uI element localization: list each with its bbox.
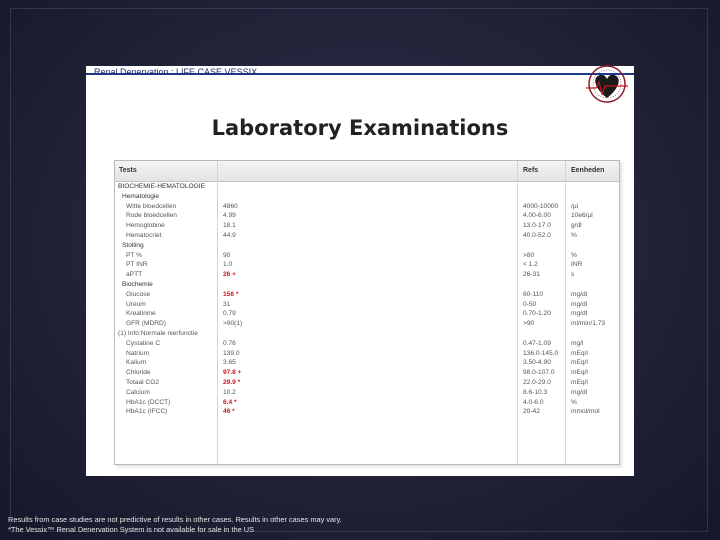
reference-range: 13.0-17.0	[523, 222, 551, 230]
unit: %	[571, 231, 577, 239]
test-value: 1.0	[223, 261, 233, 269]
unit: mEq/l	[571, 359, 588, 367]
table-row	[115, 251, 619, 261]
table-row	[115, 319, 619, 329]
table-row	[115, 309, 619, 319]
reference-range: < 1.2	[523, 261, 538, 269]
slide-panel	[86, 66, 634, 476]
test-value: 4.99	[223, 212, 236, 220]
unit: mEq/l	[571, 349, 588, 357]
table-row	[115, 368, 619, 378]
unit: mg/dl	[571, 310, 588, 318]
unit: s	[571, 271, 575, 279]
table-row	[115, 260, 619, 270]
unit: 10e6/µl	[571, 212, 593, 220]
table-body	[115, 182, 619, 417]
test-value: 31	[223, 300, 231, 308]
test-value: 139.0	[223, 349, 240, 357]
test-value: 26 +	[223, 271, 237, 279]
unit: mEq/l	[571, 369, 588, 377]
unit: mg/l	[571, 339, 584, 347]
test-name: Hemoglobine	[126, 222, 165, 230]
reference-range: 0.70-1.20	[523, 310, 551, 318]
test-value: 90	[223, 251, 231, 259]
reference-range: 0-50	[523, 300, 537, 308]
reference-range: 8.6-10.3	[523, 388, 548, 396]
reference-range: 0.47-1.09	[523, 339, 551, 347]
table-row	[115, 358, 619, 368]
section-header	[115, 280, 619, 290]
test-name: Kreatinine	[126, 310, 156, 318]
test-value: 97.8 +	[223, 369, 242, 377]
reference-range: >80	[523, 251, 535, 259]
disclaimer-line-1: Results from case studies are not predictive of results in other cases. Results in other cases may vary.	[8, 515, 342, 524]
table-row	[115, 388, 619, 398]
lab-results-table	[114, 160, 620, 465]
reference-range: >90	[523, 320, 535, 328]
test-name: Rode bloedcellen	[126, 212, 177, 220]
test-value: 18.1	[223, 222, 236, 230]
test-name: GFR (MDRD)	[126, 320, 166, 328]
table-row	[115, 221, 619, 231]
test-name: PT %	[126, 251, 143, 259]
section-header	[115, 192, 619, 202]
test-value: 0.76	[223, 339, 236, 347]
test-name: Witte bloedcellen	[126, 202, 177, 210]
test-value: 46 *	[223, 408, 235, 416]
reference-range: 60-110	[523, 290, 544, 298]
header-title: Renal Denervation : LIFE CASE VESSIX	[94, 67, 258, 77]
table-row	[115, 270, 619, 280]
table-row	[115, 300, 619, 310]
unit: /µl	[571, 202, 579, 210]
test-value: >90(1)	[223, 320, 243, 328]
unit: %	[571, 398, 577, 406]
unit: mg/dl	[571, 290, 588, 298]
test-value: 10.2	[223, 388, 236, 396]
test-name: Biochemie	[122, 280, 153, 288]
table-row	[115, 231, 619, 241]
reference-range: 98.0-107.0	[523, 369, 555, 377]
test-value: 156 *	[223, 290, 239, 298]
table-row	[115, 349, 619, 359]
section-header	[115, 182, 619, 192]
table-row	[115, 290, 619, 300]
slide-title: Laboratory Examinations	[211, 116, 509, 140]
test-value: 3.65	[223, 359, 236, 367]
info-note	[115, 329, 619, 339]
reference-range: 3.50-4.90	[523, 359, 551, 367]
unit: mmol/mol	[571, 408, 600, 416]
reference-range: 4000-10000	[523, 202, 559, 210]
test-name: aPTT	[126, 271, 143, 279]
reference-range: 4.0-6.0	[523, 398, 544, 406]
test-value: 44.9	[223, 231, 236, 239]
test-value: 4860	[223, 202, 238, 210]
unit: ml/min/1.73	[571, 320, 606, 328]
test-name: Natrium	[126, 349, 150, 357]
column-header-tests: Tests	[119, 167, 137, 174]
unit: g/dl	[571, 222, 582, 230]
reference-range: 26-31	[523, 271, 540, 279]
test-name: HbA1c (IFCC)	[126, 408, 168, 416]
test-name: Hematocriet	[126, 231, 162, 239]
table-row	[115, 407, 619, 417]
column-header-refs: Refs	[523, 167, 539, 174]
table-header	[115, 161, 619, 182]
reference-range: 22.0-29.0	[523, 378, 551, 386]
test-value: 6.4 *	[223, 398, 237, 406]
test-name: Cystatine C	[126, 339, 161, 347]
unit: mEq/l	[571, 378, 588, 386]
test-value: 29.9 *	[223, 378, 241, 386]
table-row	[115, 398, 619, 408]
unit: INR	[571, 261, 583, 269]
unit: mg/dl	[571, 300, 588, 308]
reference-range: 40.0-52.0	[523, 231, 551, 239]
unit: mg/dl	[571, 388, 588, 396]
test-name: BIOCHEMIE-HEMATOLOGIE	[118, 183, 205, 190]
test-name: (1) Info:Normale nierfunctie	[118, 329, 198, 337]
disclaimer-line-2: *The Vessix™ Renal Denervation System is not available for sale in the US	[8, 525, 255, 534]
test-name: Calcium	[126, 388, 150, 396]
test-name: Stolling	[122, 241, 144, 249]
section-header	[115, 241, 619, 251]
test-name: Chloride	[126, 369, 151, 377]
test-name: PT INR	[126, 261, 148, 269]
table-row	[115, 202, 619, 212]
footer-disclaimer	[8, 515, 342, 535]
test-name: Kalium	[126, 359, 147, 367]
table-row	[115, 339, 619, 349]
table-row	[115, 378, 619, 388]
header-bar	[86, 66, 634, 107]
test-name: HbA1c (DCCT)	[126, 398, 171, 406]
reference-range: 20-42	[523, 408, 540, 416]
table-row	[115, 211, 619, 221]
test-name: Hematologie	[122, 192, 160, 200]
column-header-units: Eenheden	[571, 167, 605, 174]
test-name: Ureum	[126, 300, 146, 308]
test-value: 0.79	[223, 310, 236, 318]
test-name: Glucose	[126, 290, 151, 298]
unit: %	[571, 251, 577, 259]
test-name: Totaal CO2	[126, 378, 159, 386]
reference-range: 136.0-145.0	[523, 349, 559, 357]
reference-range: 4.00-6.00	[523, 212, 551, 220]
heart-logo-icon	[576, 64, 636, 106]
